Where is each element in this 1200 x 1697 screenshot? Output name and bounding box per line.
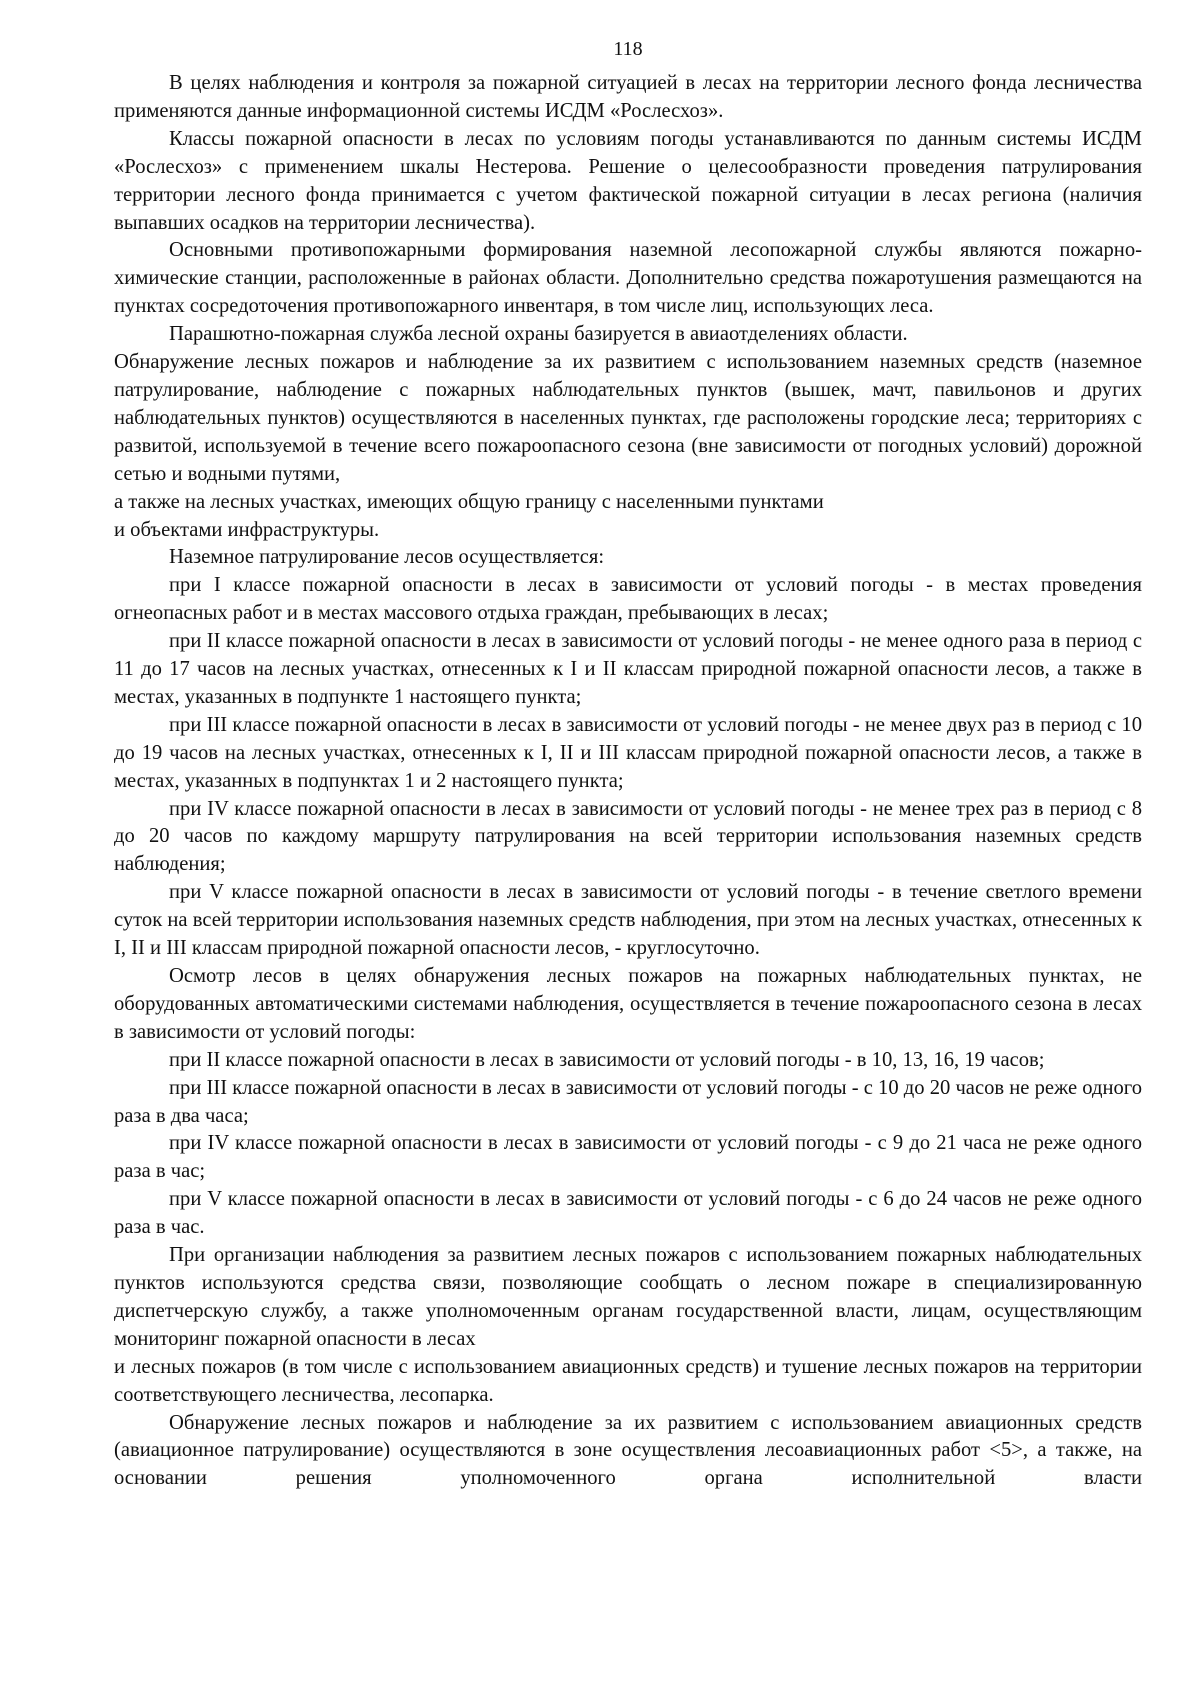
paragraph: при IV классе пожарной опасности в лесах в зависимости от условий погоды - не менее трех раз в период с 8 до 20 часов по каждому маршруту патрулирования на всей территории использования наземных средств наблюдения; xyxy=(114,797,1142,876)
document-page xyxy=(114,36,1142,1493)
paragraph: при II классе пожарной опасности в лесах в зависимости от условий погоды - в 10, 13, 16, 19 часов; xyxy=(169,1048,1045,1071)
paragraph: Парашютно-пожарная служба лесной охраны базируется в авиаотделениях области. xyxy=(169,323,908,346)
paragraph: при V классе пожарной опасности в лесах в зависимости от условий погоды - в течение светлого времени суток на всей территории использования наземных средств наблюдения, при этом на лесных участках, отнесенных к I, II и III классам природной пожарной опасности лесов, - круглосуточно. xyxy=(114,881,1142,960)
paragraph: при II классе пожарной опасности в лесах в зависимости от условий погоды - не менее одного раза в период с 11 до 17 часов на лесных участках, отнесенных к I и II классам природной пожарной опасности лесов, а также в местах, указанных в подпункте 1 настоящего пункта; xyxy=(114,630,1142,708)
page-number: 118 xyxy=(613,38,643,60)
paragraph: В целях наблюдения и контроля за пожарной ситуацией в лесах на территории лесного фонда лесничества применяются данные информационной системы ИСДМ «Рослесхоз». xyxy=(114,72,1142,122)
paragraph: При организации наблюдения за развитием лесных пожаров с использованием пожарных наблюдательных пунктов используются средства связи, позволяющие сообщать о лесном пожаре в специализированную диспетчерскую службу, а также уполномоченным органам государственной власти, лицам, осуществляющим мониторинг пожарной опасности в лесах и лесных пожаров (в том числе с использованием авиационных средств) и тушение лесных пожаров на территории соответствующего лесничества, лесопарка. xyxy=(114,1244,1142,1406)
paragraph: Наземное патрулирование лесов осуществляется: xyxy=(169,546,605,569)
paragraph: Обнаружение лесных пожаров и наблюдение за их развитием с использованием авиационных средств (авиационное патрулирование) осуществляются в зоне осуществления лесоавиационных работ <5>, а также, на основании решения уполномоченного органа исполнительной власти xyxy=(114,1411,1142,1490)
paragraph: при V классе пожарной опасности в лесах в зависимости от условий погоды - с 6 до 24 часов не реже одного раза в час. xyxy=(114,1188,1142,1239)
paragraph: Обнаружение лесных пожаров и наблюдение за их развитием с использованием наземных средств (наземное патрулирование, наблюдение с пожарных наблюдательных пунктов (вышек, мачт, павильонов и других наблюдательных пунктов) осуществляются в населенных пунктах, где расположены городские леса; территориях с развитой, используемой в течение всего пожароопасного сезона (вне зависимости от погодных условий) дорожной сетью и водными путями, а также на лесных участках, имеющих общую границу с населенными пунктами и объектами инфраструктуры. xyxy=(114,351,1142,541)
paragraph: при IV классе пожарной опасности в лесах в зависимости от условий погоды - с 9 до 21 часа не реже одного раза в час; xyxy=(114,1132,1142,1183)
document-body xyxy=(114,70,1142,1493)
paragraph: Классы пожарной опасности в лесах по условиям погоды устанавливаются по данным системы ИСДМ «Рослесхоз» с применением шкалы Нестерова. Решение о целесообразности проведения патрулирования территории лесного фонда принимается с учетом фактической пожарной ситуации в лесах региона (наличия выпавших осадков на территории лесничества). xyxy=(114,127,1142,234)
paragraph: при III классе пожарной опасности в лесах в зависимости от условий погоды - не менее двух раз в период с 10 до 19 часов на лесных участках, отнесенных к I, II и III классам природной пожарной опасности лесов, а также в местах, указанных в подпунктах 1 и 2 настоящего пункта; xyxy=(114,713,1142,792)
paragraph: Осмотр лесов в целях обнаружения лесных пожаров на пожарных наблюдательных пунктах, не оборудованных автоматическими системами наблюдения, осуществляется в течение пожароопасного сезона в лесах в зависимости от условий погоды: xyxy=(114,965,1142,1043)
paragraph: Основными противопожарными формирования наземной лесопожарной службы являются пожарно-химические станции, расположенные в районах области. Дополнительно средства пожаротушения размещаются на пунктах сосредоточения противопожарного инвентаря, в том числе лиц, использующих леса. xyxy=(114,239,1142,318)
paragraph: при I классе пожарной опасности в лесах в зависимости от условий погоды - в местах проведения огнеопасных работ и в местах массового отдыха граждан, пребывающих в лесах; xyxy=(114,574,1142,625)
paragraph: при III классе пожарной опасности в лесах в зависимости от условий погоды - с 10 до 20 часов не реже одного раза в два часа; xyxy=(114,1076,1142,1127)
